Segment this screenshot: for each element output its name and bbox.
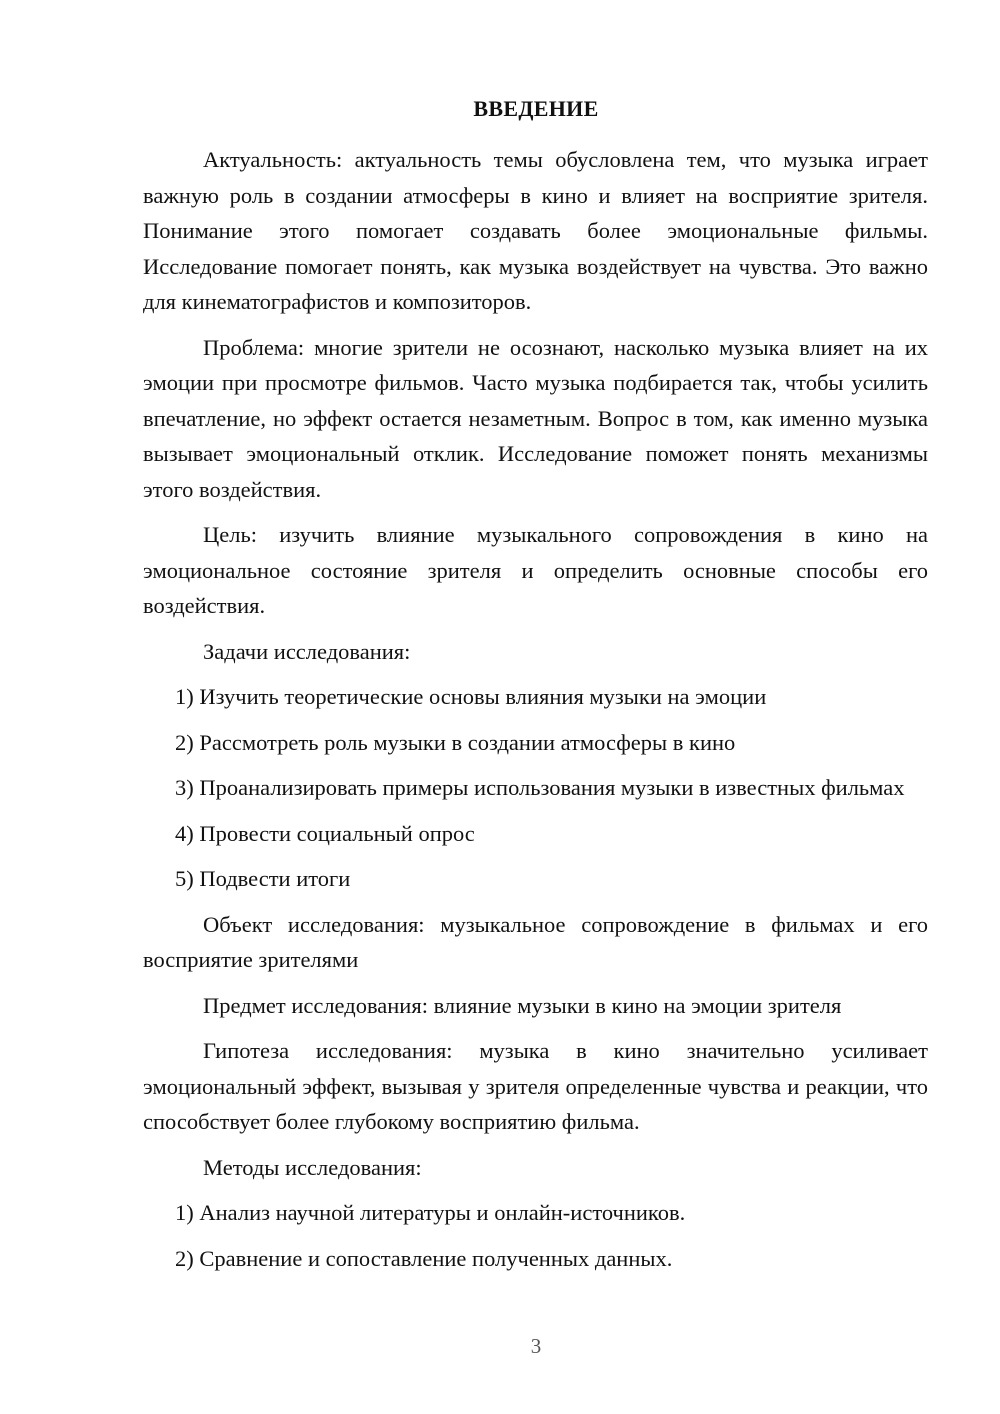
relevance-paragraph: Актуальность: актуальность темы обусловлена тем, что музыка играет важную роль в создании атмосферы в кино и влияет на восприятие зрителя. Понимание этого помогает создавать более эмоциональные фильмы. Исследование помогает понять, как музыка воздействует на чувства. Это важно для кинематографистов и композиторов.	[143, 147, 928, 314]
task-item: 4) Провести социальный опрос	[175, 820, 475, 846]
method-item: 1) Анализ научной литературы и онлайн-источников.	[175, 1200, 686, 1225]
task-item: 3) Проанализировать примеры использования музыки в известных фильмах	[175, 775, 905, 800]
task-item: 2) Рассмотреть роль музыки в создании атмосферы в кино	[175, 729, 736, 755]
page-number: 3	[530, 1334, 542, 1358]
object-paragraph: Объект исследования: музыкальное сопровождение в фильмах и его восприятие зрителями	[143, 911, 928, 972]
method-item: 2) Сравнение и сопоставление полученных данных.	[175, 1245, 673, 1271]
methods-heading: Методы исследования:	[203, 1154, 422, 1180]
tasks-heading: Задачи исследования:	[203, 638, 411, 664]
task-item: 1) Изучить теоретические основы влияния музыки на эмоции	[175, 684, 767, 709]
subject-paragraph: Предмет исследования: влияние музыки в кино на эмоции зрителя	[203, 992, 842, 1018]
document-body	[143, 142, 928, 1286]
goal-paragraph: Цель: изучить влияние музыкального сопровождения в кино на эмоциональное состояние зрителя и определить основные способы его воздействия.	[143, 522, 928, 618]
problem-paragraph: Проблема: многие зрители не осознают, насколько музыка влияет на их эмоции при просмотре фильмов. Часто музыка подбирается так, чтобы усилить впечатление, но эффект остается незаметным. Вопрос в том, как именно музыка вызывает эмоциональный отклик. Исследование поможет понять механизмы этого воздействия.	[143, 334, 928, 502]
section-heading: ВВЕДЕНИЕ	[473, 96, 599, 121]
task-item: 5) Подвести итоги	[175, 866, 351, 891]
hypothesis-paragraph: Гипотеза исследования: музыка в кино значительно усиливает эмоциональный эффект, вызывая у зрителя определенные чувства и реакции, что способствует более глубокому восприятию фильма.	[143, 1038, 928, 1134]
